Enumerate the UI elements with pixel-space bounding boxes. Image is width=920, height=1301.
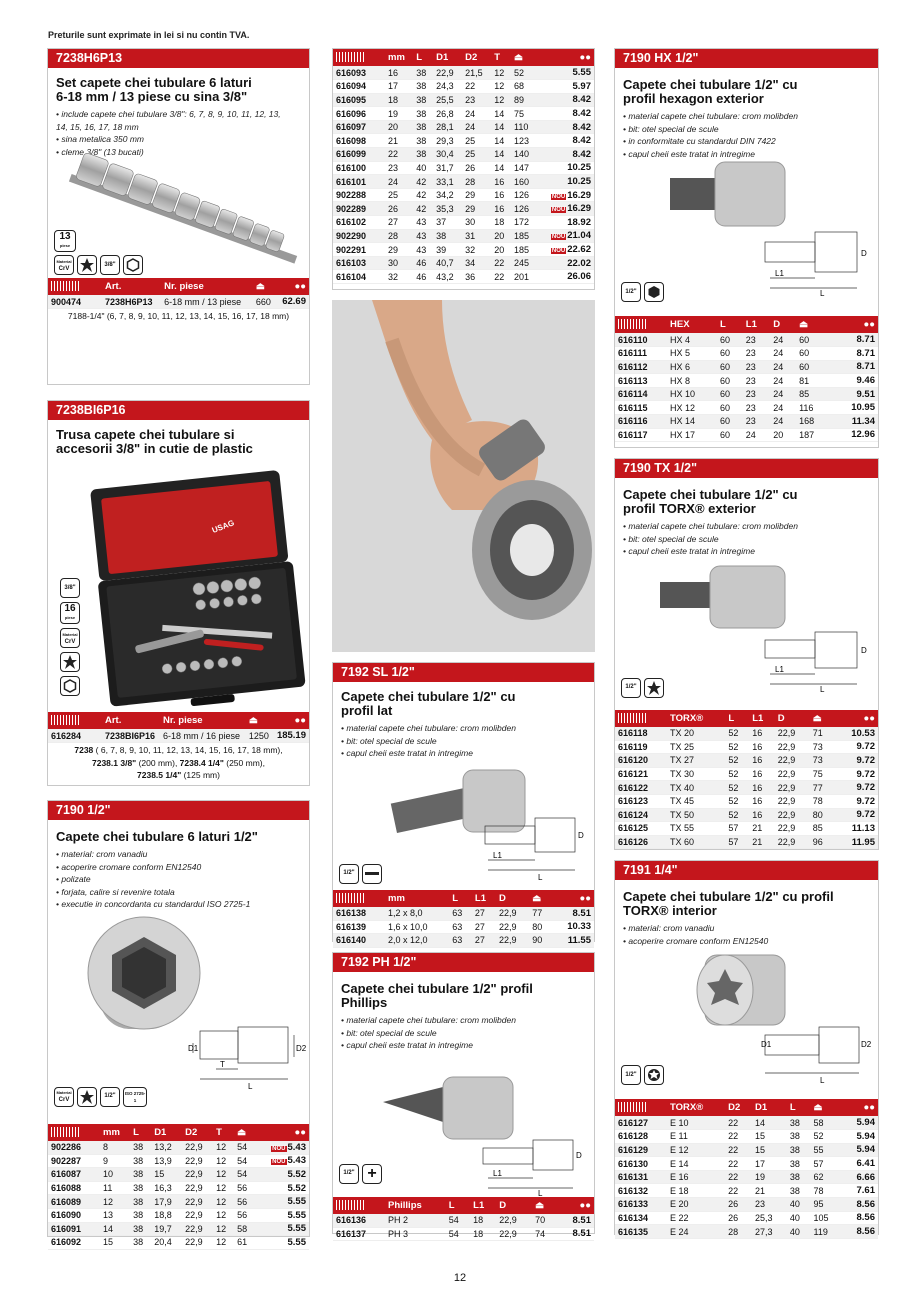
bullet-item: • bit: otel special de scule	[341, 1027, 437, 1038]
table-row: 616139 1,6 x 10,0 63 27 22,9 80 10.33	[333, 920, 594, 934]
card-header: 7190 TX 1/2"	[615, 459, 878, 478]
bullet-item: • bit: otel special de scule	[341, 735, 437, 746]
svg-text:USAG: USAG	[210, 518, 236, 535]
table-row: 616130 E 14 22 17 38 57 6.41	[615, 1157, 878, 1171]
col-header: L1	[470, 1197, 496, 1214]
card-title: Capete chei tubulare 6 laturi 1/2"	[56, 829, 258, 844]
table-row: 616134 E 22 26 25,3 40 105 8.56	[615, 1211, 878, 1225]
card-7190-continued	[332, 48, 595, 290]
table-row: 616136 PH 2 54 18 22,9 70 8.51	[333, 1214, 594, 1228]
new-badge: NOU	[551, 193, 566, 200]
slotted-profile-icon	[362, 864, 382, 884]
phillips-socket-image	[333, 1052, 594, 1197]
table-row: 616090 13 38 18,8 22,9 12 56 5.55	[48, 1208, 309, 1222]
socket-image	[48, 911, 309, 1124]
table-row: 902289 26 42 35,3 29 16 126 NOU 16.29	[333, 202, 594, 216]
bullet-item: • forjata, calire si revenire totala	[56, 886, 175, 897]
svg-text:L: L	[820, 1076, 825, 1085]
col-header: TORX®	[667, 1099, 725, 1116]
new-badge: NOU	[272, 1159, 286, 1166]
product-table	[615, 710, 878, 850]
table-row: 616125 TX 55 57 21 22,9 85 11.13	[615, 822, 878, 836]
svg-text:D2: D2	[861, 1040, 872, 1049]
count-badge: 13 piese	[54, 230, 76, 252]
col-header: L	[413, 49, 433, 66]
plastic-case-image	[48, 460, 309, 712]
table-row: 616120 TX 27 52 16 22,9 73 9.72	[615, 754, 878, 768]
barcode-icon	[618, 1102, 646, 1112]
table-row: 616100 23 40 31,7 26 14 147 10.25	[333, 161, 594, 175]
new-badge: NOU	[551, 248, 566, 255]
product-table	[333, 890, 594, 948]
table-row: 616111 HX 5 60 23 24 60 8.71	[615, 347, 878, 361]
new-badge: NOU	[551, 234, 566, 241]
table-row: 902291 29 43 39 32 20 185 NOU 22.62	[333, 243, 594, 257]
count-badge: 16 piese	[60, 602, 80, 624]
card-title: Set capete chei tubulare 6 laturi 6-18 mm / 13 piese cu sina 3/8"	[56, 75, 252, 104]
bullet-item: • material: crom vanadiu	[623, 923, 715, 933]
bullet-item: • material: crom vanadiu	[56, 849, 148, 859]
coins-icon: ●●	[537, 49, 594, 66]
table-row: 616094 17 38 24,3 22 12 68 5.97	[333, 80, 594, 94]
svg-text:L: L	[538, 1188, 543, 1198]
card-7192-ph	[332, 952, 595, 1240]
card-header: 7238BI6P16	[48, 401, 309, 420]
bullet-item: • in conformitate cu standardul DIN 7422	[623, 136, 776, 146]
extra-set-note: 7188-1/4" (6, 7, 8, 9, 10, 11, 12, 13, 14, 15, 16, 17, 18 mm)	[67, 311, 290, 322]
svg-text:L: L	[538, 872, 543, 882]
svg-text:L: L	[820, 684, 825, 694]
bullet-list	[48, 108, 309, 158]
coins-icon: ●●	[255, 1124, 309, 1141]
card-title: Trusa capete chei tubulare si accesorii 3/8" in cutie de plastic	[56, 427, 253, 456]
card-7192-sl	[332, 662, 595, 946]
card-header: 7190 1/2"	[48, 801, 309, 820]
col-nr-piese: Nr. piese	[161, 278, 253, 295]
product-table	[615, 316, 878, 442]
table-row: 616131 E 16 22 19 38 62 6.66	[615, 1170, 878, 1184]
bullet-item: • capul cheii este tratat in intregime	[623, 148, 755, 159]
iso-icon: ISO 2725-1	[123, 1087, 147, 1107]
col-header: T	[213, 1124, 234, 1141]
card-7238h6p13	[47, 48, 310, 385]
table-row: 616133 E 20 26 23 40 95 8.56	[615, 1198, 878, 1212]
card-title: Capete chei tubulare 1/2" profil Phillips	[341, 981, 533, 1010]
bullet-item: • include capete chei tubulare 3/8": 6, 7, 8, 9, 10, 11, 12, 13,	[56, 109, 281, 119]
new-badge: NOU	[551, 207, 566, 214]
hex-profile-icon	[60, 676, 80, 696]
table-row: 616119 TX 25 52 16 22,9 73 9.72	[615, 740, 878, 754]
table-row: 616093 16 38 22,9 21,5 12 52 5.55	[333, 66, 594, 80]
weight-icon: ⏏	[246, 712, 273, 729]
bullet-item: • cleme 3/8" (13 bucati)	[56, 146, 144, 157]
col-header: L1	[749, 710, 774, 727]
material-icon: Material CrV	[54, 255, 74, 275]
card-header: 7190 HX 1/2"	[615, 49, 878, 68]
product-table	[333, 1197, 594, 1242]
square-drive-icon: 1/2"	[339, 864, 359, 884]
phillips-profile-icon: +	[362, 1164, 382, 1184]
material-icon: Material CrV	[60, 628, 80, 648]
product-table	[48, 712, 309, 743]
table-row: 616092 15 38 20,4 22,9 12 61 5.55	[48, 1236, 309, 1250]
barcode-icon	[336, 893, 364, 903]
bullet-item: • material capete chei tubulare: crom molibden	[341, 723, 516, 733]
barcode-icon	[51, 1127, 79, 1137]
card-title: Capete chei tubulare 1/2" cu profil lat	[341, 689, 516, 718]
hex-profile-icon	[644, 282, 664, 302]
table-row: 616129 E 12 22 15 38 55 5.94	[615, 1143, 878, 1157]
table-row: 616102 27 43 37 30 18 172 18.92	[333, 216, 594, 230]
table-row: 616132 E 18 22 21 38 78 7.61	[615, 1184, 878, 1198]
col-header: L1	[743, 316, 771, 333]
col-header: D	[496, 1197, 532, 1214]
table-row: 616127 E 10 22 14 38 58 5.94	[615, 1116, 878, 1130]
col-header: L	[787, 1099, 811, 1116]
bullet-list	[615, 922, 878, 947]
table-row: 616123 TX 45 52 16 22,9 78 9.72	[615, 794, 878, 808]
bullet-item: • material capete chei tubulare: crom molibden	[623, 521, 798, 531]
col-header: D2	[462, 49, 491, 66]
svg-text:D1: D1	[761, 1040, 772, 1049]
card-header: 7192 PH 1/2"	[333, 953, 594, 972]
col-header: L	[130, 1124, 151, 1141]
table-row: 900474 7238H6P13 6-18 mm / 13 piese 660 62.69	[48, 295, 309, 309]
bullet-item: • material capete chei tubulare: crom molibden	[341, 1015, 516, 1025]
bullet-item: • capul cheii este tratat in intregime	[623, 546, 755, 556]
table-row: 616110 HX 4 60 23 24 60 8.71	[615, 333, 878, 347]
ratchet-photo	[332, 300, 595, 652]
table-row: 616115 HX 12 60 23 24 116 10.95	[615, 401, 878, 415]
table-row: 616104 32 46 43,2 36 22 201 26.06	[333, 270, 594, 284]
table-row: 902288 25 42 34,2 29 16 126 NOU 16.29	[333, 188, 594, 202]
card-7190-tx	[614, 458, 879, 850]
col-header: mm	[385, 49, 413, 66]
svg-text:D: D	[861, 249, 867, 258]
barcode-icon	[618, 713, 646, 723]
bullet-list	[48, 848, 309, 911]
product-table	[615, 1099, 878, 1239]
price-note: Preturile sunt exprimate in lei si nu contin TVA.	[48, 30, 250, 40]
col-nr-piese: Nr. piese	[160, 712, 246, 729]
col-header: D1	[433, 49, 462, 66]
col-header: D2	[725, 1099, 752, 1116]
material-icon: Material CrV	[54, 1087, 74, 1107]
weight-icon: ⏏	[811, 1099, 842, 1116]
card-7190	[47, 800, 310, 1248]
star-profile-icon	[77, 255, 97, 275]
svg-text:L1: L1	[775, 664, 784, 674]
col-header: T	[491, 49, 511, 66]
table-row: 616135 E 24 28 27,3 40 119 8.56	[615, 1225, 878, 1239]
square-drive-icon: 3/8"	[100, 255, 120, 275]
coins-icon: ●●	[552, 890, 594, 907]
card-header: 7191 1/4"	[615, 861, 878, 880]
svg-text:D2: D2	[296, 1043, 307, 1053]
col-header: mm	[100, 1124, 130, 1141]
coins-icon: ●●	[276, 278, 309, 295]
table-row: 616112 HX 6 60 23 24 60 8.71	[615, 360, 878, 374]
col-header: mm	[385, 890, 449, 907]
torx-internal-icon	[644, 1065, 664, 1085]
barcode-icon	[51, 715, 79, 725]
weight-icon: ⏏	[253, 278, 276, 295]
coins-icon: ●●	[842, 1099, 878, 1116]
card-title: Capete chei tubulare 1/2" cu profil TORX® exterior	[623, 487, 798, 516]
coins-icon: ●●	[834, 710, 878, 727]
socket-rail-image	[48, 158, 309, 278]
bullet-item: • sina metalica 350 mm	[56, 134, 145, 144]
table-row: 616138 1,2 x 8,0 63 27 22,9 77 8.51	[333, 907, 594, 921]
svg-text:L1: L1	[493, 1168, 502, 1178]
bullet-item: • acoperire cromare conform EN12540	[623, 935, 769, 946]
page-number: 12	[453, 1272, 467, 1284]
table-row: 616284 7238BI6P16 6-18 mm / 16 piese 1250 185.19	[48, 729, 309, 743]
svg-text:L: L	[820, 289, 825, 298]
weight-icon: ⏏	[529, 890, 552, 907]
card-title: Capete chei tubulare 1/2" cu profil TORX® interior	[623, 889, 834, 918]
table-row: 616114 HX 10 60 23 24 85 9.51	[615, 387, 878, 401]
bullet-item: • bit: otel special de scule	[623, 123, 719, 134]
star-profile-icon	[60, 652, 80, 672]
square-drive-icon: 1/2"	[621, 678, 641, 698]
table-row: 616140 2,0 x 12,0 63 27 22,9 90 11.55	[333, 934, 594, 948]
table-row: 616091 14 38 19,7 22,9 12 58 5.55	[48, 1222, 309, 1236]
square-drive-icon: 1/2"	[100, 1087, 120, 1107]
hex-profile-icon	[123, 255, 143, 275]
weight-icon: ⏏	[511, 49, 537, 66]
table-row: 616117 HX 17 60 24 20 187 12.96	[615, 428, 878, 442]
table-row: 616087 10 38 15 22,9 12 54 5.52	[48, 1168, 309, 1182]
col-header: HEX	[667, 316, 717, 333]
table-row: 616097 20 38 28,1 24 14 110 8.42	[333, 120, 594, 134]
col-header: D	[770, 316, 796, 333]
svg-text:D: D	[861, 645, 867, 655]
svg-text:D: D	[576, 1150, 582, 1160]
star-profile-icon	[77, 1087, 97, 1107]
table-row: 902290 28 43 38 31 20 185 NOU 21.04	[333, 229, 594, 243]
col-header: L	[449, 890, 472, 907]
table-row: 616128 E 11 22 15 38 52 5.94	[615, 1130, 878, 1144]
table-row: 616103 30 46 40,7 34 22 245 22.02	[333, 256, 594, 270]
table-row: 616099 22 38 30,4 25 14 140 8.42	[333, 148, 594, 162]
col-header: D2	[182, 1124, 213, 1141]
weight-icon: ⏏	[532, 1197, 556, 1214]
coins-icon: ●●	[557, 1197, 594, 1214]
coins-icon: ●●	[273, 712, 309, 729]
col-art: Art.	[102, 712, 160, 729]
bullet-item: • bit: otel special de scule	[623, 533, 719, 544]
col-header: L	[446, 1197, 470, 1214]
card-title: Capete chei tubulare 1/2" cu profil hexagon exterior	[623, 77, 798, 106]
bullet-item: • material capete chei tubulare: crom molibden	[623, 111, 798, 121]
col-header: TORX®	[667, 710, 725, 727]
col-header: L	[717, 316, 743, 333]
svg-text:L1: L1	[775, 269, 784, 278]
square-drive-icon: 1/2"	[621, 1065, 641, 1085]
barcode-icon	[336, 1200, 364, 1210]
col-header: D	[496, 890, 529, 907]
card-7190-hx	[614, 48, 879, 448]
bullet-item: • capul cheii este tratat in intregime	[341, 748, 473, 758]
coins-icon: ●●	[830, 316, 878, 333]
torx-internal-socket-image	[615, 947, 878, 1099]
card-7191	[614, 860, 879, 1238]
table-row: 616089 12 38 17,9 22,9 12 56 5.55	[48, 1195, 309, 1209]
col-header: Phillips	[385, 1197, 446, 1214]
weight-icon: ⏏	[234, 1124, 255, 1141]
col-header: L1	[472, 890, 496, 907]
barcode-icon	[618, 319, 646, 329]
table-row: 616088 11 38 16,3 22,9 12 56 5.52	[48, 1181, 309, 1195]
slotted-socket-image	[333, 760, 594, 890]
table-row: 616122 TX 40 52 16 22,9 77 9.72	[615, 781, 878, 795]
new-badge: NOU	[272, 1145, 286, 1152]
table-row: 616095 18 38 25,5 23 12 89 8.42	[333, 93, 594, 107]
col-header: D1	[151, 1124, 182, 1141]
table-row: 902286 8 38 13,2 22,9 12 54 NOU 5.43	[48, 1141, 309, 1155]
table-row: 616137 PH 3 54 18 22,9 74 8.51	[333, 1227, 594, 1241]
bullet-list	[333, 722, 594, 760]
bullet-list	[615, 110, 878, 160]
table-row: 616113 HX 8 60 23 24 81 9.46	[615, 374, 878, 388]
bullet-item: • polizate	[56, 874, 91, 884]
product-table	[333, 49, 594, 284]
svg-text:T: T	[220, 1059, 225, 1069]
card-header: 7238H6P13	[48, 49, 309, 68]
bullet-item: 14, 15, 16, 17, 18 mm	[56, 121, 139, 132]
barcode-icon	[336, 52, 364, 62]
weight-icon: ⏏	[796, 316, 830, 333]
bullet-list	[615, 520, 878, 558]
torx-star-icon	[644, 678, 664, 698]
card-7238bi6p16	[47, 400, 310, 786]
bullet-item: • executie in concordanta cu standardul ISO 2725-1	[56, 899, 251, 909]
table-row: 616121 TX 30 52 16 22,9 75 9.72	[615, 767, 878, 781]
square-drive-icon: 1/2"	[339, 1164, 359, 1184]
table-row: 616126 TX 60 57 21 22,9 96 11.95	[615, 835, 878, 849]
col-art: Art.	[102, 278, 161, 295]
table-row: 616116 HX 14 60 23 24 168 11.34	[615, 415, 878, 429]
table-row: 902287 9 38 13,9 22,9 12 54 NOU 5.43	[48, 1154, 309, 1168]
col-header: D	[775, 710, 810, 727]
table-row: 616101 24 42 33,1 28 16 160 10.25	[333, 175, 594, 189]
bullet-item: • capul cheii este tratat in intregime	[341, 1040, 473, 1050]
hex-socket-image	[615, 160, 878, 316]
table-row: 616096 19 38 26,8 24 14 75 8.42	[333, 107, 594, 121]
bullet-list	[333, 1014, 594, 1052]
torx-socket-image	[615, 558, 878, 710]
bullet-item: • acoperire cromare conform EN12540	[56, 861, 202, 872]
product-table	[48, 278, 309, 309]
square-drive-icon: 3/8"	[60, 578, 80, 598]
col-header: L	[725, 710, 749, 727]
card-header: 7192 SL 1/2"	[333, 663, 594, 682]
table-row: 616118 TX 20 52 16 22,9 71 10.53	[615, 727, 878, 741]
square-drive-icon: 1/2"	[621, 282, 641, 302]
svg-text:D: D	[578, 830, 584, 840]
col-header: D1	[752, 1099, 787, 1116]
table-row: 616098 21 38 29,3 25 14 123 8.42	[333, 134, 594, 148]
product-table	[48, 1124, 309, 1250]
weight-icon: ⏏	[810, 710, 834, 727]
barcode-icon	[51, 281, 79, 291]
svg-text:L: L	[248, 1081, 253, 1091]
set-content-note: 7238 ( 6, 7, 8, 9, 10, 11, 12, 13, 14, 15, 16, 17, 18 mm), 7238.1 3/8" (200 mm), 7238.4 1/4" (250 mm), 7238.5 1/4" (125 mm)	[74, 745, 283, 781]
svg-text:D1: D1	[188, 1043, 199, 1053]
table-row: 616124 TX 50 52 16 22,9 80 9.72	[615, 808, 878, 822]
svg-text:L1: L1	[493, 850, 502, 860]
